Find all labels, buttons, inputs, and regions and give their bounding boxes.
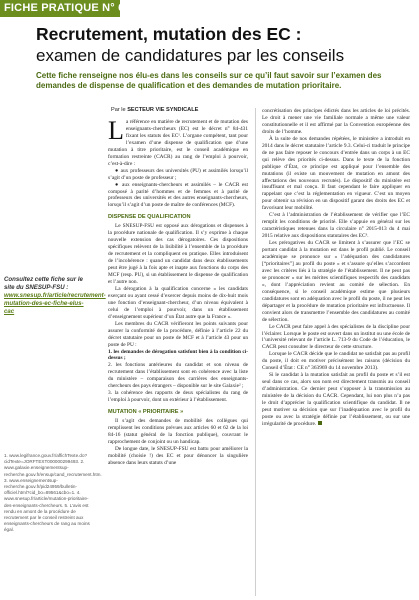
consult-link[interactable]: www.snesup.fr/article/recrutement-mutation-des-ec-fiche-elus-cac: [4, 291, 106, 315]
consult-title: Consultez cette fiche sur le site du SNESUP-FSU :: [4, 276, 83, 291]
article-title-line1: Recrutement, mutation des EC :: [36, 24, 302, 44]
section-heading-dispense: DISPENSE DE QUALIFICATION: [108, 214, 191, 221]
check-item-2: 2. les fonctions antérieures du candidat et son niveau de recrutement dans l’établissement sont en cohérence avec la liste du ministère – comparaison des carrières des enseignants-chercheurs des pays étrangers – disponible sur le site Galaxie² ;: [108, 362, 248, 390]
byline-author: SECTEUR VIE SYNDICALE: [127, 107, 199, 113]
col2-paragraph-3: C’est à l’administration de l’établissement de vérifier que l’EC remplit les conditions de priorité. Elle s’appuie en général sur les caractéristiques retenues dans la circulaire n° 2015-013 du 4 mai 2015 relative aux dispositions statutaires des EC³.: [262, 212, 410, 240]
bullet-mcf: ● aux enseignants-chercheurs et assimilés – le CACR est composé à parité d’hommes et de femmes et à parité de professeurs des universités et des autres enseignants-chercheurs, lorsqu’il s’agit d’un poste de maître de conférences (MCF).: [108, 181, 248, 209]
dropcap: L: [108, 116, 124, 145]
col2-paragraph-1: concrétisation des principes édictés dans les articles de loi précités. Le droit à mener une vie familiale normale a même une valeur constitutionnelle et il est affirmé par la Convention européenne des droits de l’homme.: [262, 108, 410, 135]
footnotes: 1. www.legifrance.gouv.fr/affichTexte.do?cidTexte=JORFTEXT000000299493. 2. www.galaxie.enseignementsup-recherche.gouv.fr/ensup/cand_recrutement.htm. 3. www.enseignementsup-recherche.gouv.fr/pid24959/bulletin-officiel.html?cid_bo=89561&cbo=1. 4. www.snesup.fr/article/mutation-prioritaire-des-enseignants-chercheurs. 5. L’avis est rendu en amont de la procédure de recrutement par le conseil restreint aux enseignants-chercheurs de rang au moins égal.: [4, 453, 102, 533]
consult-sidebar: [4, 276, 106, 316]
paragraph-mutation-1: Il s’agit des demandes de mobilité des collègues qui remplissent les conditions prévues aux articles 60 et 62 de la loi 84-16 (statut général de la fonction publique), couvrant le rapprochement de conjoint ou un handicap.: [108, 418, 248, 445]
fiche-header-band: [0, 0, 125, 17]
end-mark-icon: [318, 421, 322, 425]
article-lead: Cette fiche renseigne nos élu-es dans les conseils sur ce qu’il faut savoir sur l’examen des demandes de dispense de qualification et des demandes de mutation prioritaire.: [36, 71, 382, 91]
paragraph-dispense-1: Le SNESUP-FSU est opposé aux dérogations et dispenses à la procédure nationale de qualification. Il s’y exprime à chaque nouvelle extension des cas dérogatoires. Ces dispositions spécifiques relèvent de la lisibilité à l’ensemble de la procédure de recrutement et la compliquent en pratique. Elles introduisent de l’incohérence : quand un candidat dans deux établissements peut être jugé à la fois apte et inapte aux fonctions du corps des MCF (resp. PU), si un établissement le dispense de qualification et l’autre non.: [108, 223, 248, 285]
col2-paragraph-7: Si le candidat à la mutation satisfait au profil du poste et s’il est seul dans ce cas, alors son nom est directement transmis au conseil d’administration. Ce dernier peut s’opposer à la transmission au ministère de la décision du CACR. Cependant, lui non plus n’a pas le droit d’apprécier la qualification scientifique du candidat. Il ne peut motiver sa décision que sur l’inadéquation avec le profil du poste ou avec la stratégie définie par l’établissement, ou sur une irrégularité de procédure.: [262, 372, 410, 427]
paragraph-dispense-3: Les membres du CACR vérifieront les points suivants pour assurer la conformité de la procédure, définie à l’article 22 du décret statutaire pour un poste de MCF et à l’article 43 pour un poste de PU :: [108, 320, 248, 348]
col2-paragraph-2: À la suite de nos demandes répétées, le ministère a introduit en 2014 dans le décret statutaire l’article 9.3. Celui-ci traduit le principe de ne pas faire reposer le concours d’entrée dans un corps à un EC qui relève des priorités ci-dessus. Dans le texte de la fonction publique d’État, ce principe est appliqué pour l’ensemble des mutations (il existe un mouvement de mutation en amont des affectations des nouveaux recrutés). Le dispositif du ministère est insuffisant et mal conçu. Il faut cependant le faire appliquer en rappelant que c’est la réglementation en vigueur. C’est un moyen pour obtenir sa révision en un dispositif garant des droits des EC et favorisant leur mobilité.: [262, 135, 410, 212]
article-title-line2: examen de candidatures par les conseils: [36, 46, 345, 65]
paragraph-mutation-2: De longue date, le SNESUP-FSU est battu pour améliorer la mobilité (choisie !) des EC et pour dénoncer la singulière absence dans leurs statuts d’une: [108, 445, 248, 466]
paragraph-dispense-2: La dérogation à la qualification concerne « les candidats exerçant ou ayant cessé d’exercer depuis moins de dix-huit mois une fonction d’enseignant-chercheur, d’un niveau équivalent à celui de l’emploi à pourvoir, dans un établissement d’enseignement supérieur d’un État autre que la France ».: [108, 285, 248, 320]
section-heading-mutation: MUTATION « PRIORITAIRE »: [108, 409, 184, 416]
bullet-pu: ● aux professeurs des universités (PU) et assimilés lorsqu’il s’agit d’un poste de professeur ;: [108, 167, 248, 181]
check-item-1: 1. les demandes de dérogation satisfont bien à la condition ci-dessus ;: [108, 348, 248, 362]
intro-paragraph: La référence en matière de recrutement et de mutation des enseignants-chercheurs (EC) est le décret n° 84-431 fixant les statuts des EC¹. L’organe compétent, tant pour l’examen d’une dispense de qualification que d’une mutation à titre prioritaire, est le conseil académique en formation restreinte (CACR) au rang de l’emploi à pourvoir, c’est-à-dire :: [108, 116, 248, 167]
check-item-3: 3. la cohérence des rapports de deux spécialistes du rang de l’emploi à pourvoir, dont un extérieur à l’établissement.: [108, 390, 248, 404]
col2-paragraph-6: Lorsque le CACR décide que le candidat ne satisfait pas au profil du poste, il doit en motiver précisément les raisons (décision du Conseil d’État : CE n° 363969 du 14 novembre 2013).: [262, 351, 410, 372]
article-column-2: [262, 108, 410, 428]
col2-paragraph-4: Les prérogatives du CACR se limitent à s’assurer que l’EC se portant candidat à la mutation est dans le profil publié. Le conseil académique se prononce sur « l’adéquation des candidatures [“prioritaires”] au profil du poste » et s’assure qu’elles s’accordent avec les critères liés à la stratégie de l’établissement. Il ne peut pas se prononcer « sur les mérites scientifiques respectifs des candidats », dont l’appréciation revient au comité de sélection. En conséquence, si le conseil académique estime que plusieurs candidatures sont en adéquation avec le profil du poste, il ne peut les départager et la procédure de mutation prioritaire est infructueuse. Il convient alors de transmettre l’ensemble des candidatures au comité de sélection.: [262, 240, 410, 323]
column-divider: [255, 108, 256, 596]
fiche-header-label: FICHE PRATIQUE N° 6: [4, 2, 125, 14]
byline-prefix: Par le: [111, 107, 126, 113]
col2-paragraph-5: Le CACR peut faire appel à des spécialistes de la discipline pour l’éclairer. Lorsque le poste est ouvert dans un institut ou une école de l’université relevant de l’article L. 713-9 du Code de l’éducation, le CACR peut consulter le directeur de cette structure.: [262, 323, 410, 351]
byline: [111, 107, 251, 113]
article-column-1: [108, 116, 248, 467]
